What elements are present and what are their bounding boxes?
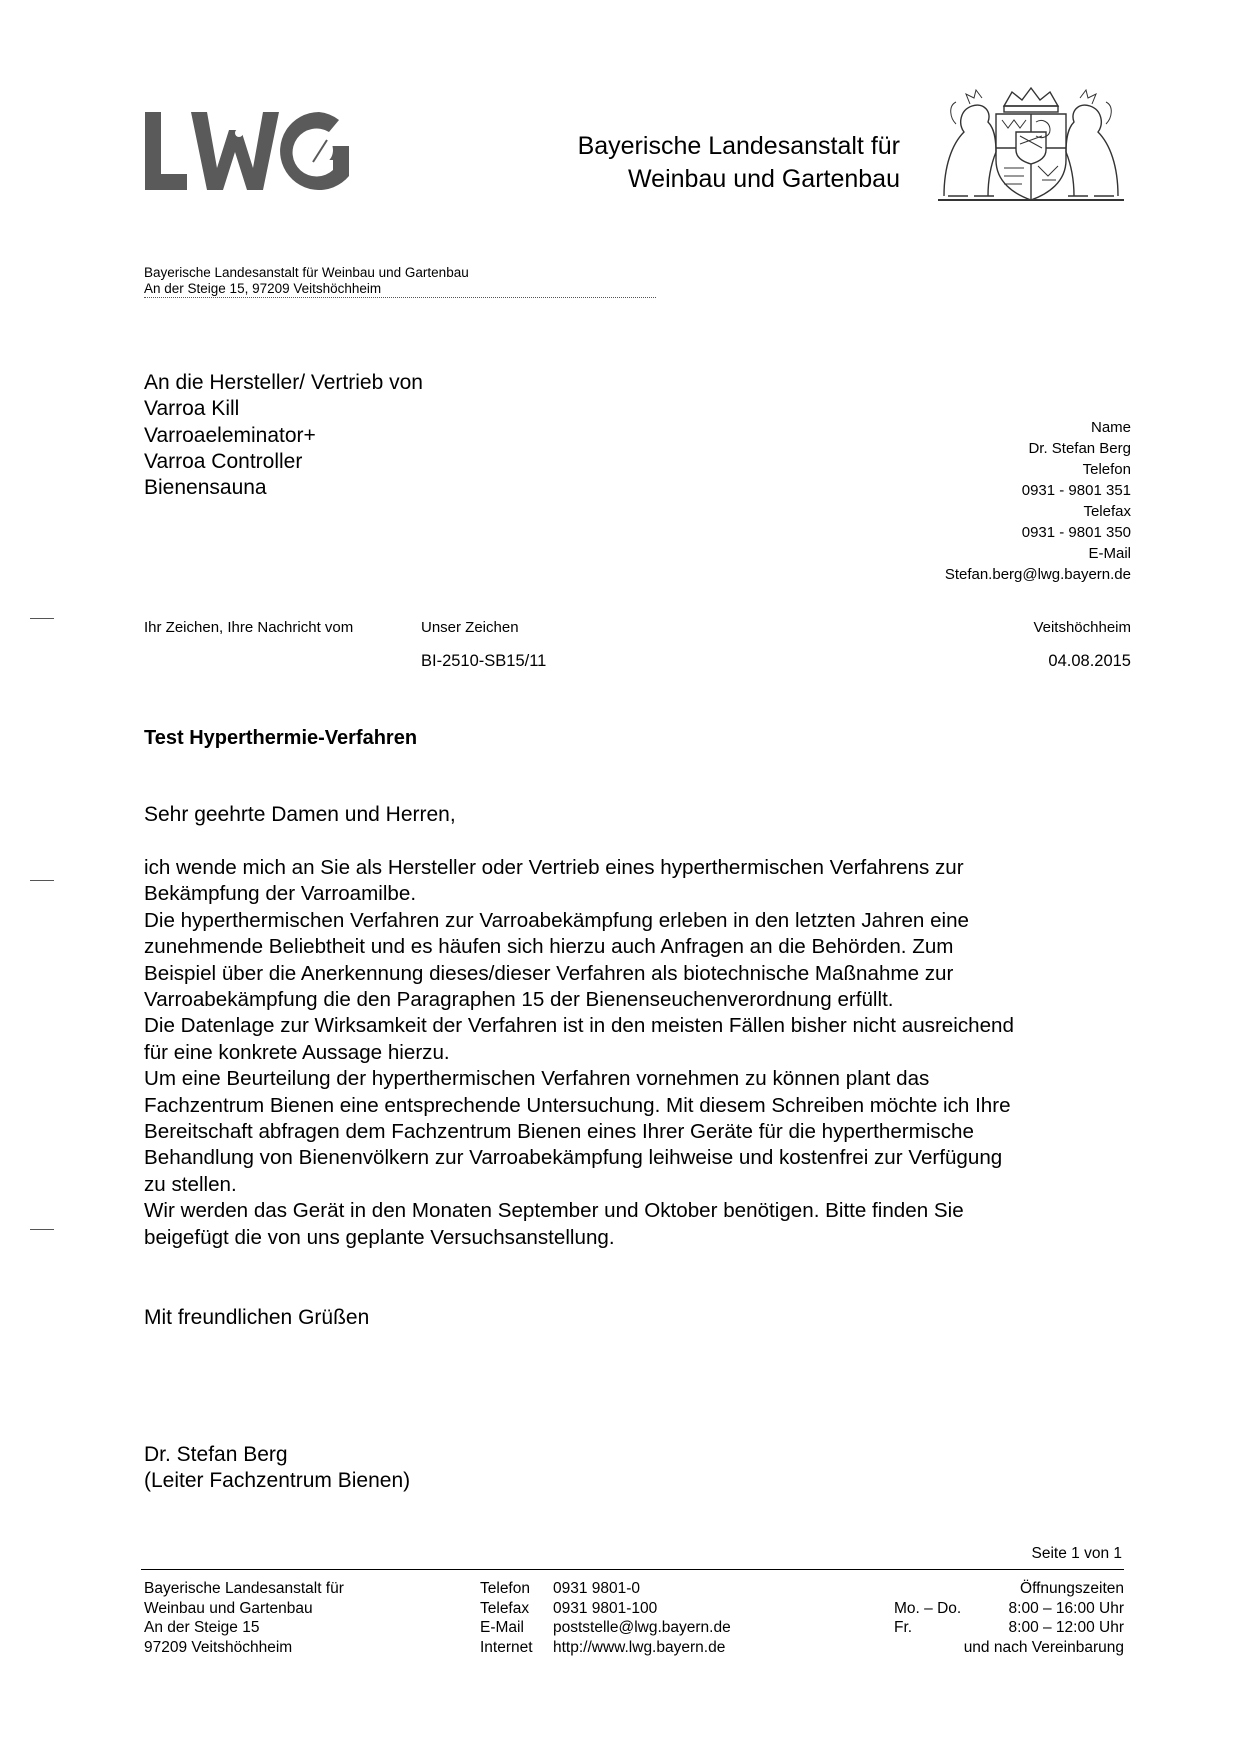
body-line: Varroabekämpfung die den Paragraphen 15 der Bienenseuchenverordnung erfüllt. bbox=[144, 988, 894, 1012]
letter-date: 04.08.2015 bbox=[1048, 652, 1131, 670]
closing: Mit freundlichen Grüßen bbox=[144, 1306, 370, 1329]
body-line: Bekämpfung der Varroamilbe. bbox=[144, 882, 417, 906]
letter-subject: Test Hyperthermie-Verfahren bbox=[144, 727, 418, 749]
body-line: Die Datenlage zur Wirksamkeit der Verfahren ist in den meisten Fällen bisher nicht ausreichend bbox=[144, 1014, 1014, 1038]
place-label: Veitshöchheim bbox=[1033, 619, 1131, 636]
footer-address-line: 97209 Veitshöchheim bbox=[144, 1638, 293, 1656]
contact-name: Dr. Stefan Berg bbox=[1028, 440, 1131, 457]
body-line: Um eine Beurteilung der hyperthermischen Verfahren vornehmen zu können plant das bbox=[144, 1067, 930, 1091]
body-line: zunehmende Beliebtheit und es häufen sich hierzu auch Anfragen an die Behörden. Zum bbox=[144, 935, 954, 959]
fold-mark-middle bbox=[30, 880, 54, 881]
body-line: zu stellen. bbox=[144, 1172, 237, 1196]
body-line: Die hyperthermischen Verfahren zur Varroabekämpfung erleben in den letzten Jahren eine bbox=[144, 908, 970, 932]
contact-email-label: E-Mail bbox=[1088, 545, 1131, 562]
footer-address-line: Bayerische Landesanstalt für bbox=[144, 1580, 344, 1597]
footer-contact-labels bbox=[480, 1579, 533, 1657]
sender-line-2: An der Steige 15, 97209 Veitshöchheim bbox=[144, 281, 382, 296]
recipient-line: Varroaeleminator+ bbox=[144, 423, 316, 447]
opening-time: 8:00 – 12:00 Uhr bbox=[1008, 1619, 1124, 1636]
footer-contact-values bbox=[553, 1579, 731, 1657]
footer-website-link[interactable]: http://www.lwg.bayern.de bbox=[553, 1638, 726, 1656]
our-reference-label: Unser Zeichen bbox=[421, 619, 519, 636]
coat-of-arms-icon bbox=[934, 84, 1128, 202]
contact-phone: 0931 - 9801 351 bbox=[1021, 482, 1131, 499]
institution-name bbox=[500, 130, 900, 196]
institution-name-line-1: Bayerische Landesanstalt für bbox=[577, 132, 900, 160]
footer-internet-label: Internet bbox=[480, 1638, 533, 1656]
body-line: ich wende mich an Sie als Hersteller oder Vertrieb eines hyperthermischen Verfahrens zur bbox=[144, 856, 964, 879]
contact-block bbox=[945, 418, 1131, 586]
footer-phone-label: Telefon bbox=[480, 1580, 530, 1597]
body-line: Fachzentrum Bienen eine entsprechende Untersuchung. Mit diesem Schreiben möchte ich Ihre bbox=[144, 1093, 1011, 1117]
signer-title: (Leiter Fachzentrum Bienen) bbox=[144, 1469, 411, 1493]
body-line: Beispiel über die Anerkennung dieses/dieser Verfahren als biotechnische Maßnahme zur bbox=[144, 961, 954, 985]
footer-address-line: Weinbau und Gartenbau bbox=[144, 1599, 313, 1617]
recipient-line: Varroa Controller bbox=[144, 449, 303, 473]
opening-days: Fr. bbox=[894, 1619, 913, 1636]
recipient-line: Bienensauna bbox=[144, 476, 267, 500]
opening-hours-row bbox=[894, 1618, 1124, 1638]
footer-opening-hours bbox=[894, 1579, 1124, 1657]
opening-days: Mo. – Do. bbox=[894, 1599, 962, 1617]
sender-address-line bbox=[144, 265, 469, 297]
body-line: Bereitschaft abfragen dem Fachzentrum Bienen eines Ihrer Geräte für die hyperthermische bbox=[144, 1120, 974, 1144]
body-line: Behandlung von Bienenvölkern zur Varroabekämpfung leihweise und kostenfrei zur Verfügung bbox=[144, 1146, 1003, 1170]
sender-line-1: Bayerische Landesanstalt für Weinbau und Gartenbau bbox=[144, 265, 469, 280]
recipient-address bbox=[144, 370, 423, 501]
your-reference-label: Ihr Zeichen, Ihre Nachricht vom bbox=[144, 619, 354, 636]
opening-hours-title: Öffnungszeiten bbox=[1020, 1580, 1124, 1597]
signature-block bbox=[144, 1442, 410, 1495]
lwg-logo bbox=[143, 110, 353, 192]
body-line: für eine konkrete Aussage hierzu. bbox=[144, 1040, 450, 1064]
contact-phone-label: Telefon bbox=[1082, 461, 1131, 478]
footer-email-link[interactable]: poststelle@lwg.bayern.de bbox=[553, 1619, 731, 1636]
footer-divider bbox=[141, 1569, 1124, 1570]
fold-mark-top bbox=[30, 618, 54, 619]
footer-address-line: An der Steige 15 bbox=[144, 1619, 260, 1636]
body-line: Wir werden das Gerät in den Monaten September und Oktober benötigen. Bitte finden Sie bbox=[144, 1199, 964, 1223]
contact-email[interactable]: Stefan.berg@lwg.bayern.de bbox=[944, 566, 1131, 583]
page-number: Seite 1 von 1 bbox=[1031, 1545, 1122, 1562]
footer-address bbox=[144, 1579, 344, 1657]
fold-mark-bottom bbox=[30, 1229, 54, 1230]
sender-underline bbox=[144, 297, 656, 298]
contact-name-label: Name bbox=[1090, 419, 1131, 436]
recipient-line: An die Hersteller/ Vertrieb von bbox=[144, 371, 423, 394]
recipient-line: Varroa Kill bbox=[144, 397, 240, 421]
signer-name: Dr. Stefan Berg bbox=[144, 1443, 288, 1466]
footer-fax-label: Telefax bbox=[480, 1599, 530, 1617]
opening-hours-row bbox=[894, 1599, 1124, 1619]
contact-fax: 0931 - 9801 350 bbox=[1021, 524, 1131, 541]
contact-fax-label: Telefax bbox=[1083, 503, 1131, 520]
opening-time: 8:00 – 16:00 Uhr bbox=[1008, 1599, 1124, 1617]
institution-name-line-2: Weinbau und Gartenbau bbox=[628, 165, 900, 193]
our-reference-value: BI-2510-SB15/11 bbox=[421, 652, 547, 670]
opening-hours-note: und nach Vereinbarung bbox=[963, 1638, 1124, 1656]
body-line: beigefügt die von uns geplante Versuchsanstellung. bbox=[144, 1225, 615, 1249]
letter-body bbox=[144, 855, 1114, 1251]
footer-email-label: E-Mail bbox=[480, 1619, 524, 1636]
salutation: Sehr geehrte Damen und Herren, bbox=[144, 803, 456, 826]
footer-fax: 0931 9801-100 bbox=[553, 1599, 658, 1617]
footer-phone: 0931 9801-0 bbox=[553, 1580, 641, 1597]
